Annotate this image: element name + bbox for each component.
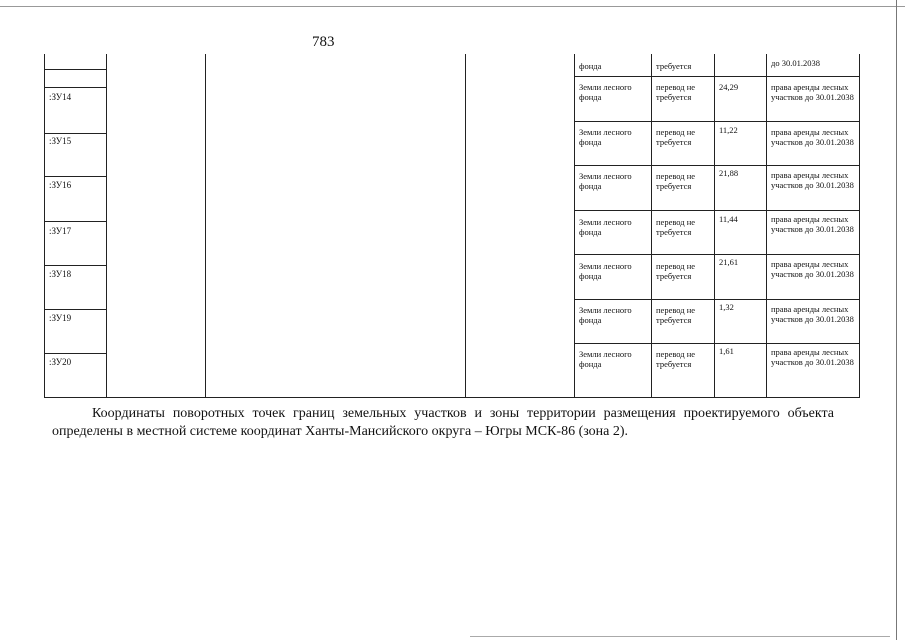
row-divider [574,210,860,211]
row-divider [574,121,860,122]
transfer-cell: перевод не требуется [656,261,696,281]
transfer-cell: перевод не требуется [656,82,696,102]
plot-code: :ЗУ19 [49,313,72,323]
page-number: 783 [312,34,335,50]
plot-code: :ЗУ16 [49,180,72,190]
rights-cell: до 30.01.2038 [771,58,820,68]
scan-edge-top [0,6,905,7]
category-cell: Земли лесного фонда [579,305,632,325]
rights-cell: права аренды лесных участков до 30.01.2038 [771,170,854,190]
rights-cell: права аренды лесных участков до 30.01.2038 [771,259,854,279]
row-divider [574,76,860,77]
rights-cell: права аренды лесных участков до 30.01.2038 [771,347,854,367]
category-cell: Земли лесного фонда [579,171,632,191]
column-divider [766,54,767,398]
column-divider [651,54,652,398]
table-border-left [44,54,45,398]
row-divider [44,353,106,354]
row-divider [574,165,860,166]
plot-code: :ЗУ15 [49,136,72,146]
area-cell: 24,29 [719,82,739,92]
category-cell: фонда [579,61,602,71]
plot-code: :ЗУ14 [49,92,72,102]
rights-cell: права аренды лесных участков до 30.01.2038 [771,214,854,234]
column-divider [714,54,715,398]
column-divider [205,54,206,398]
row-divider [574,343,860,344]
rights-cell: права аренды лесных участков до 30.01.2038 [771,82,854,102]
category-cell: Земли лесного фонда [579,127,632,147]
row-divider [44,176,106,177]
row-divider [44,87,106,88]
column-divider [574,54,575,398]
scan-edge-right [896,0,897,640]
area-cell: 11,44 [719,214,738,224]
category-cell: Земли лесного фонда [579,217,632,237]
row-divider [44,221,106,222]
row-divider [44,69,106,70]
transfer-cell: требуется [656,61,692,71]
plot-code: :ЗУ20 [49,357,72,367]
row-divider [574,254,860,255]
scan-edge-bottom [470,636,890,637]
column-divider [106,54,107,398]
transfer-cell: перевод не требуется [656,217,696,237]
area-cell: 11,22 [719,125,738,135]
land-plots-table [44,54,860,398]
category-cell: Земли лесного фонда [579,82,632,102]
column-divider [465,54,466,398]
rights-cell: права аренды лесных участков до 30.01.2038 [771,304,854,324]
category-cell: Земли лесного фонда [579,261,632,281]
row-divider [44,309,106,310]
transfer-cell: перевод не требуется [656,305,696,325]
area-cell: 21,61 [719,257,739,267]
area-cell: 21,88 [719,168,739,178]
area-cell: 1,61 [719,346,734,356]
row-divider [44,265,106,266]
table-border-right [859,54,860,398]
rights-cell: права аренды лесных участков до 30.01.2038 [771,127,854,147]
table-border-bottom [44,397,860,398]
plot-code: :ЗУ18 [49,269,72,279]
category-cell: Земли лесного фонда [579,349,632,369]
transfer-cell: перевод не требуется [656,127,696,147]
transfer-cell: перевод не требуется [656,349,696,369]
coordinates-paragraph: Координаты поворотных точек границ земельных участков и зоны территории размещения проектируемого объекта определены в местной системе координат Ханты-Мансийского округа – Югры МСК-86 (зона 2). [52,406,834,439]
transfer-cell: перевод не требуется [656,171,696,191]
row-divider [44,133,106,134]
row-divider [574,299,860,300]
area-cell: 1,32 [719,302,734,312]
plot-code: :ЗУ17 [49,226,72,236]
